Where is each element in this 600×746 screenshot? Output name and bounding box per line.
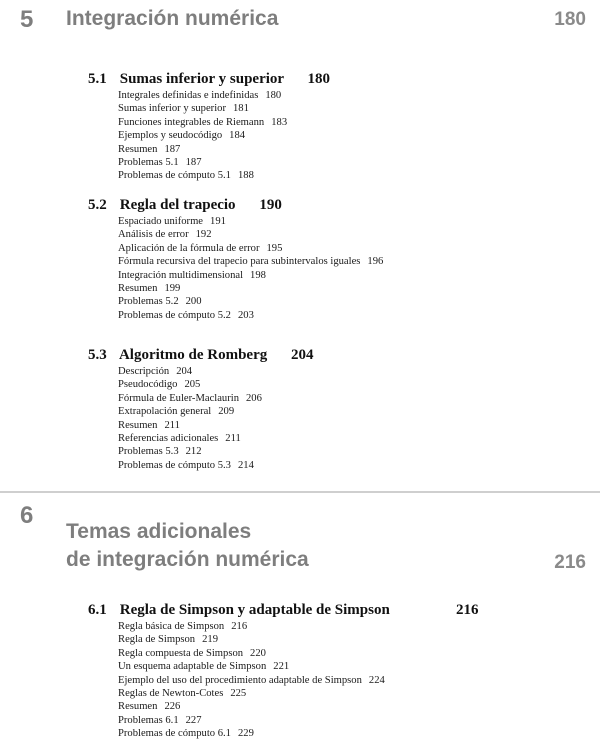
chapter-page: 216 bbox=[554, 552, 586, 573]
section-number: 6.1 bbox=[88, 602, 107, 618]
section-heading[interactable] bbox=[88, 197, 588, 214]
toc-entry-title: Problemas de cómputo 5.3 bbox=[118, 459, 231, 471]
toc-entry-page: 211 bbox=[164, 419, 180, 431]
toc-entry-title: Análisis de error bbox=[118, 229, 189, 241]
chapter-page: 180 bbox=[554, 9, 586, 30]
toc-entry-title: Referencias adicionales bbox=[118, 433, 219, 445]
toc-entry[interactable] bbox=[118, 116, 588, 129]
chapter-title: Integración numérica bbox=[66, 7, 279, 30]
toc-entry-title: Reglas de Newton-Cotes bbox=[118, 688, 224, 700]
toc-entry[interactable] bbox=[118, 282, 588, 295]
toc-entry-title: Regla compuesta de Simpson bbox=[118, 647, 244, 659]
section-page: 180 bbox=[307, 71, 331, 87]
toc-entry-page: 181 bbox=[232, 103, 249, 115]
toc-entry[interactable] bbox=[118, 309, 588, 322]
toc-entry-page: 221 bbox=[273, 661, 290, 673]
toc-entry[interactable] bbox=[118, 365, 588, 378]
toc-entry-page: 204 bbox=[176, 366, 193, 377]
toc-entry[interactable] bbox=[118, 432, 588, 445]
toc-entry[interactable] bbox=[118, 445, 588, 458]
toc-entry[interactable] bbox=[118, 727, 588, 740]
chapter-divider bbox=[0, 491, 600, 493]
toc-entry-page: 191 bbox=[210, 216, 226, 227]
toc-entry-page: 180 bbox=[265, 90, 282, 101]
toc-entry-title: Un esquema adaptable de Simpson bbox=[118, 661, 267, 673]
toc-entry-title: Resumen bbox=[118, 143, 158, 155]
toc-entry[interactable] bbox=[118, 102, 588, 115]
toc-entry-page: 229 bbox=[237, 728, 254, 740]
toc-entry-title: Pseudocódigo bbox=[118, 379, 178, 391]
toc-entry-title: Ejemplos y seudocódigo bbox=[118, 130, 223, 142]
toc-entry-title: Resumen bbox=[118, 701, 158, 713]
toc-entry[interactable] bbox=[118, 620, 588, 633]
toc-entry-title: Problemas 5.3 bbox=[118, 446, 179, 458]
section-heading[interactable] bbox=[88, 71, 588, 88]
toc-entry-title: Fórmula recursiva del trapecio para subintervalos iguales bbox=[118, 256, 361, 268]
toc-entry[interactable] bbox=[118, 647, 588, 660]
toc-entry-title: Integrales definidas e indefinidas bbox=[118, 90, 259, 101]
toc-entry-page: 183 bbox=[271, 116, 288, 128]
section-5-3 bbox=[88, 347, 588, 472]
toc-entry-title: Descripción bbox=[118, 366, 170, 377]
toc-entry[interactable] bbox=[118, 660, 588, 673]
toc-entry-page: 212 bbox=[185, 446, 202, 458]
toc-entry-page: 224 bbox=[368, 674, 385, 686]
toc-entry-title: Problemas de cómputo 5.1 bbox=[118, 170, 231, 182]
toc-entry-title: Problemas de cómputo 5.2 bbox=[118, 309, 231, 321]
toc-entry[interactable] bbox=[118, 129, 588, 142]
toc-entry-page: 203 bbox=[237, 309, 254, 321]
toc-entry[interactable] bbox=[118, 269, 588, 282]
toc-entry-title: Problemas 6.1 bbox=[118, 714, 179, 726]
section-5-1 bbox=[88, 71, 588, 183]
toc-entry-title: Aplicación de la fórmula de error bbox=[118, 242, 260, 254]
toc-entry-title: Resumen bbox=[118, 283, 158, 295]
toc-entry-page: 227 bbox=[185, 714, 202, 726]
toc-entry[interactable] bbox=[118, 405, 588, 418]
section-number: 5.3 bbox=[88, 347, 107, 363]
toc-entry-page: 195 bbox=[266, 242, 283, 254]
section-heading[interactable] bbox=[88, 602, 588, 619]
section-number: 5.1 bbox=[88, 71, 107, 87]
toc-entry-page: 220 bbox=[250, 647, 266, 659]
toc-entry-title: Fórmula de Euler-Maclaurin bbox=[118, 392, 239, 404]
toc-entry-title: Resumen bbox=[118, 419, 158, 431]
toc-entry[interactable] bbox=[118, 687, 588, 700]
toc-entry-page: 219 bbox=[202, 634, 218, 646]
toc-entry-title: Regla de Simpson bbox=[118, 634, 196, 646]
section-title: Sumas inferior y superior bbox=[119, 71, 284, 87]
section-page: 204 bbox=[291, 347, 314, 363]
chapter-title-line-1: Temas adicionales bbox=[66, 520, 252, 543]
toc-entry-title: Regla básica de Simpson bbox=[118, 621, 225, 632]
toc-entry-page: 187 bbox=[185, 157, 202, 169]
section-title: Algoritmo de Romberg bbox=[118, 347, 268, 363]
toc-entry-page: 206 bbox=[246, 392, 262, 404]
section-title: Regla de Simpson y adaptable de Simpson bbox=[119, 602, 390, 618]
toc-entry-page: 187 bbox=[164, 143, 181, 155]
toc-entry[interactable] bbox=[118, 242, 588, 255]
section-6-1 bbox=[88, 602, 588, 741]
toc-entry-page: 192 bbox=[195, 229, 212, 241]
toc-entry[interactable] bbox=[118, 459, 588, 472]
toc-entry-title: Integración multidimensional bbox=[118, 269, 244, 281]
toc-entry[interactable] bbox=[118, 700, 588, 713]
toc-entry[interactable] bbox=[118, 633, 588, 646]
section-title: Regla del trapecio bbox=[119, 197, 236, 213]
chapter-title-line-2: de integración numérica bbox=[66, 548, 309, 571]
toc-entry[interactable] bbox=[118, 228, 588, 241]
toc-entry-title: Problemas de cómputo 6.1 bbox=[118, 728, 231, 740]
section-page: 216 bbox=[456, 602, 479, 618]
toc-entry-page: 214 bbox=[237, 459, 254, 471]
toc-entry[interactable] bbox=[118, 215, 588, 228]
section-number: 5.2 bbox=[88, 197, 107, 213]
toc-entry-page: 199 bbox=[164, 283, 181, 295]
toc-entry-title: Espaciado uniforme bbox=[118, 216, 204, 227]
toc-entry[interactable] bbox=[118, 674, 588, 687]
toc-entry[interactable] bbox=[118, 143, 588, 156]
chapter-number: 6 bbox=[20, 502, 34, 529]
toc-entry-page: 216 bbox=[231, 621, 248, 632]
toc-entry-title: Ejemplo del uso del procedimiento adaptable de Simpson bbox=[118, 674, 362, 686]
toc-entry-page: 226 bbox=[164, 701, 181, 713]
toc-entry[interactable] bbox=[118, 378, 588, 391]
toc-entry-page: 209 bbox=[218, 406, 235, 418]
section-page: 190 bbox=[259, 197, 282, 213]
toc-entry[interactable] bbox=[118, 295, 588, 308]
toc-entry[interactable] bbox=[118, 419, 588, 432]
toc-entry-page: 198 bbox=[250, 269, 266, 281]
toc-entry[interactable] bbox=[118, 255, 588, 268]
toc-entry-title: Problemas 5.2 bbox=[118, 296, 179, 308]
toc-entry-page: 200 bbox=[185, 296, 202, 308]
toc-entry[interactable] bbox=[118, 714, 588, 727]
section-5-2 bbox=[88, 197, 588, 322]
toc-entry-title: Extrapolación general bbox=[118, 406, 212, 418]
toc-entry-page: 205 bbox=[184, 379, 201, 391]
toc-entry-page: 211 bbox=[225, 433, 241, 445]
toc-entry-title: Funciones integrables de Riemann bbox=[118, 116, 265, 128]
toc-entry-page: 188 bbox=[237, 170, 254, 182]
toc-entry[interactable] bbox=[118, 392, 588, 405]
toc-entry-page: 184 bbox=[229, 130, 246, 142]
chapter-number: 5 bbox=[20, 6, 34, 33]
toc-entry[interactable] bbox=[118, 156, 588, 169]
toc-entry-title: Sumas inferior y superior bbox=[118, 103, 226, 115]
toc-entry-page: 225 bbox=[230, 688, 247, 700]
toc-entry[interactable] bbox=[118, 169, 588, 182]
toc-entry-page: 196 bbox=[367, 256, 384, 268]
toc-entry-title: Problemas 5.1 bbox=[118, 157, 179, 169]
toc-entry[interactable] bbox=[118, 89, 588, 102]
section-heading[interactable] bbox=[88, 347, 588, 364]
